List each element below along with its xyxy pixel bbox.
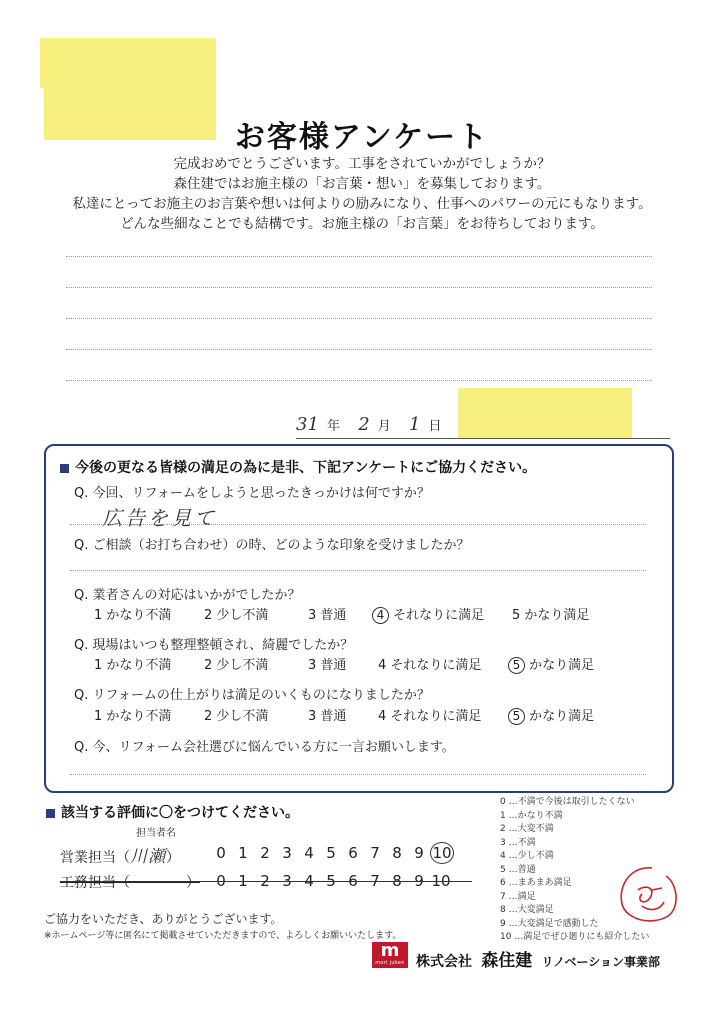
company-prefix: 株式会社	[416, 954, 472, 970]
digit: 5	[326, 844, 336, 862]
rating-option-selected: 5 かなり満足	[508, 705, 594, 725]
intro-line-3: 私達にとってお施主のお言葉や想いは何よりの励みになり、仕事へのパワーの元にもなります。	[72, 196, 652, 212]
rating-option: 5 かなり満足	[512, 608, 590, 623]
digit: 4	[304, 872, 314, 890]
sales-row	[60, 842, 480, 867]
digit: 8	[392, 844, 402, 862]
comment-line	[66, 287, 652, 288]
scale-item: 1 …かなり不満	[500, 810, 563, 821]
sales-close: ）	[166, 850, 180, 866]
scale-item: 10 …満足でぜひ廻りにも紹介したい	[500, 932, 650, 942]
strike-line	[60, 881, 472, 882]
date-day: 1	[408, 414, 421, 435]
selected-circle: 5	[508, 708, 525, 725]
division: リノベーション事業部	[541, 955, 661, 969]
digit: 0	[216, 872, 226, 890]
staff-label: 担当者名	[136, 828, 176, 839]
evaluation-header: 該当する評価に〇をつけてください。	[46, 802, 299, 822]
scale-item: 2 …大変不満	[500, 824, 554, 834]
digit: 4	[304, 844, 314, 862]
intro-line-1: 完成おめでとうございます。工事をされていかがでしょうか？	[173, 156, 551, 172]
scale-item: 3 …不満	[500, 837, 536, 848]
question-3: Q. 業者さんの対応はいかがでしたか？	[74, 588, 301, 603]
date-underline	[296, 438, 670, 439]
question-4: Q. 現場はいつも整理整頓され、綺麗でしたか？	[74, 638, 354, 653]
scale-item: 0 …不満で今後は取引したくない	[500, 797, 635, 807]
company-main: 森住建	[481, 951, 533, 971]
rating-option: 4 それなりに満足	[378, 658, 482, 673]
rating-option: 3 普通	[308, 709, 347, 724]
rating-option: 2 少し不満	[204, 608, 269, 623]
digit: 1	[238, 872, 248, 890]
rating-option-selected: 5 かなり満足	[508, 654, 594, 674]
scale-item: 6 …まあまあ満足	[500, 878, 572, 888]
date-field	[296, 414, 442, 435]
answer-1: 広告を見て	[102, 506, 217, 530]
date-day-unit: 日	[428, 419, 442, 434]
construction-label: 工務担当（	[60, 875, 130, 891]
digit: 9	[414, 872, 424, 890]
rating-option-selected: 4 それなりに満足	[372, 604, 484, 624]
question-2: Q. ご相談（お打ち合わせ）の時、どのような印象を受けましたか？	[74, 538, 470, 553]
question-6: Q. 今、リフォーム会社選びに悩んでいる方に一言お願いします。	[74, 740, 455, 755]
digit: 5	[326, 872, 336, 890]
bullet-square	[60, 464, 69, 473]
rating-num: 1	[94, 608, 103, 623]
sales-digits	[210, 842, 454, 864]
digit: 1	[238, 844, 248, 862]
scale-item: 9 …大変満足で感動した	[500, 918, 599, 929]
question-1: Q. 今回、リフォームをしようと思ったきっかけは何ですか？	[74, 486, 430, 501]
comment-line	[66, 349, 652, 350]
rating-option: 2 少し不満	[204, 709, 269, 724]
rating-option: 3 普通	[308, 658, 347, 673]
date-month-unit: 月	[377, 419, 391, 434]
rating-option: 2 少し不満	[204, 658, 269, 673]
red-ink-mark	[612, 860, 684, 930]
digit: 0	[216, 844, 226, 862]
intro-line-2: 森住建ではお施主様の「お言葉・想い」を募集しております。	[173, 176, 551, 192]
page-title: お客様アンケート	[234, 120, 490, 155]
rating-option: 3 普通	[308, 608, 347, 623]
answer-line	[70, 774, 646, 775]
digit: 6	[348, 844, 358, 862]
scale-item: 7 …満足	[500, 891, 536, 902]
date-year-unit: 年	[327, 419, 341, 434]
digit: 9	[414, 844, 424, 862]
selected-circle: 4	[372, 607, 389, 624]
logo-caption: mori juken	[375, 960, 405, 966]
digit: 8	[392, 872, 402, 890]
rating-option: 1 かなり不満	[94, 709, 172, 724]
sales-name: 川瀬	[130, 847, 166, 867]
bullet-square	[46, 809, 55, 818]
date-month: 2	[358, 414, 370, 435]
logo-letter: m	[380, 940, 400, 961]
digit: 7	[370, 872, 380, 890]
scale-item: 4 …少し不満	[500, 851, 554, 861]
rating-num: 5	[512, 608, 521, 623]
digit: 10	[431, 872, 451, 890]
digit-selected: 10	[430, 842, 454, 864]
construction-row	[60, 872, 480, 892]
rating-option: 1 かなり不満	[94, 608, 172, 623]
survey-header: 今後の更なる皆様の満足の為に是非、下記アンケートにご協力ください。	[60, 457, 536, 477]
intro-line-4: どんな些細なことでも結構です。お施主様の「お言葉」をお待ちしております。	[120, 216, 604, 232]
privacy-note: ※ホームページ等に匿名にて掲載させていただきますので、よろしくお願いいたします。	[44, 931, 402, 941]
digit: 3	[282, 872, 292, 890]
digit: 2	[260, 872, 270, 890]
digit: 2	[260, 844, 270, 862]
company-logo	[372, 942, 408, 968]
date-year: 31	[296, 414, 319, 435]
answer-line	[70, 524, 646, 525]
construction-blank: ）	[130, 875, 200, 891]
comment-line	[66, 380, 652, 381]
comment-line	[66, 318, 652, 319]
rating-num: 2	[204, 608, 213, 623]
rating-option: 1 かなり不満	[94, 658, 172, 673]
sticky-note-date	[458, 388, 632, 438]
sales-label: 営業担当（	[60, 850, 130, 866]
selected-circle: 5	[508, 657, 525, 674]
scale-item: 8 …大変満足	[500, 905, 554, 915]
digit: 3	[282, 844, 292, 862]
rating-num: 3	[308, 608, 317, 623]
rating-option: 4 それなりに満足	[378, 709, 482, 724]
digit: 6	[348, 872, 358, 890]
company-name	[416, 946, 660, 971]
question-5: Q. リフォームの仕上がりは満足のいくものになりましたか？	[74, 688, 430, 703]
thanks-text: ご協力をいただき、ありがとうございます。	[44, 912, 283, 926]
sticky-note-top	[40, 38, 216, 88]
scale-item: 5 …普通	[500, 864, 536, 875]
answer-line	[70, 570, 646, 571]
comment-line	[66, 256, 652, 257]
digit: 7	[370, 844, 380, 862]
